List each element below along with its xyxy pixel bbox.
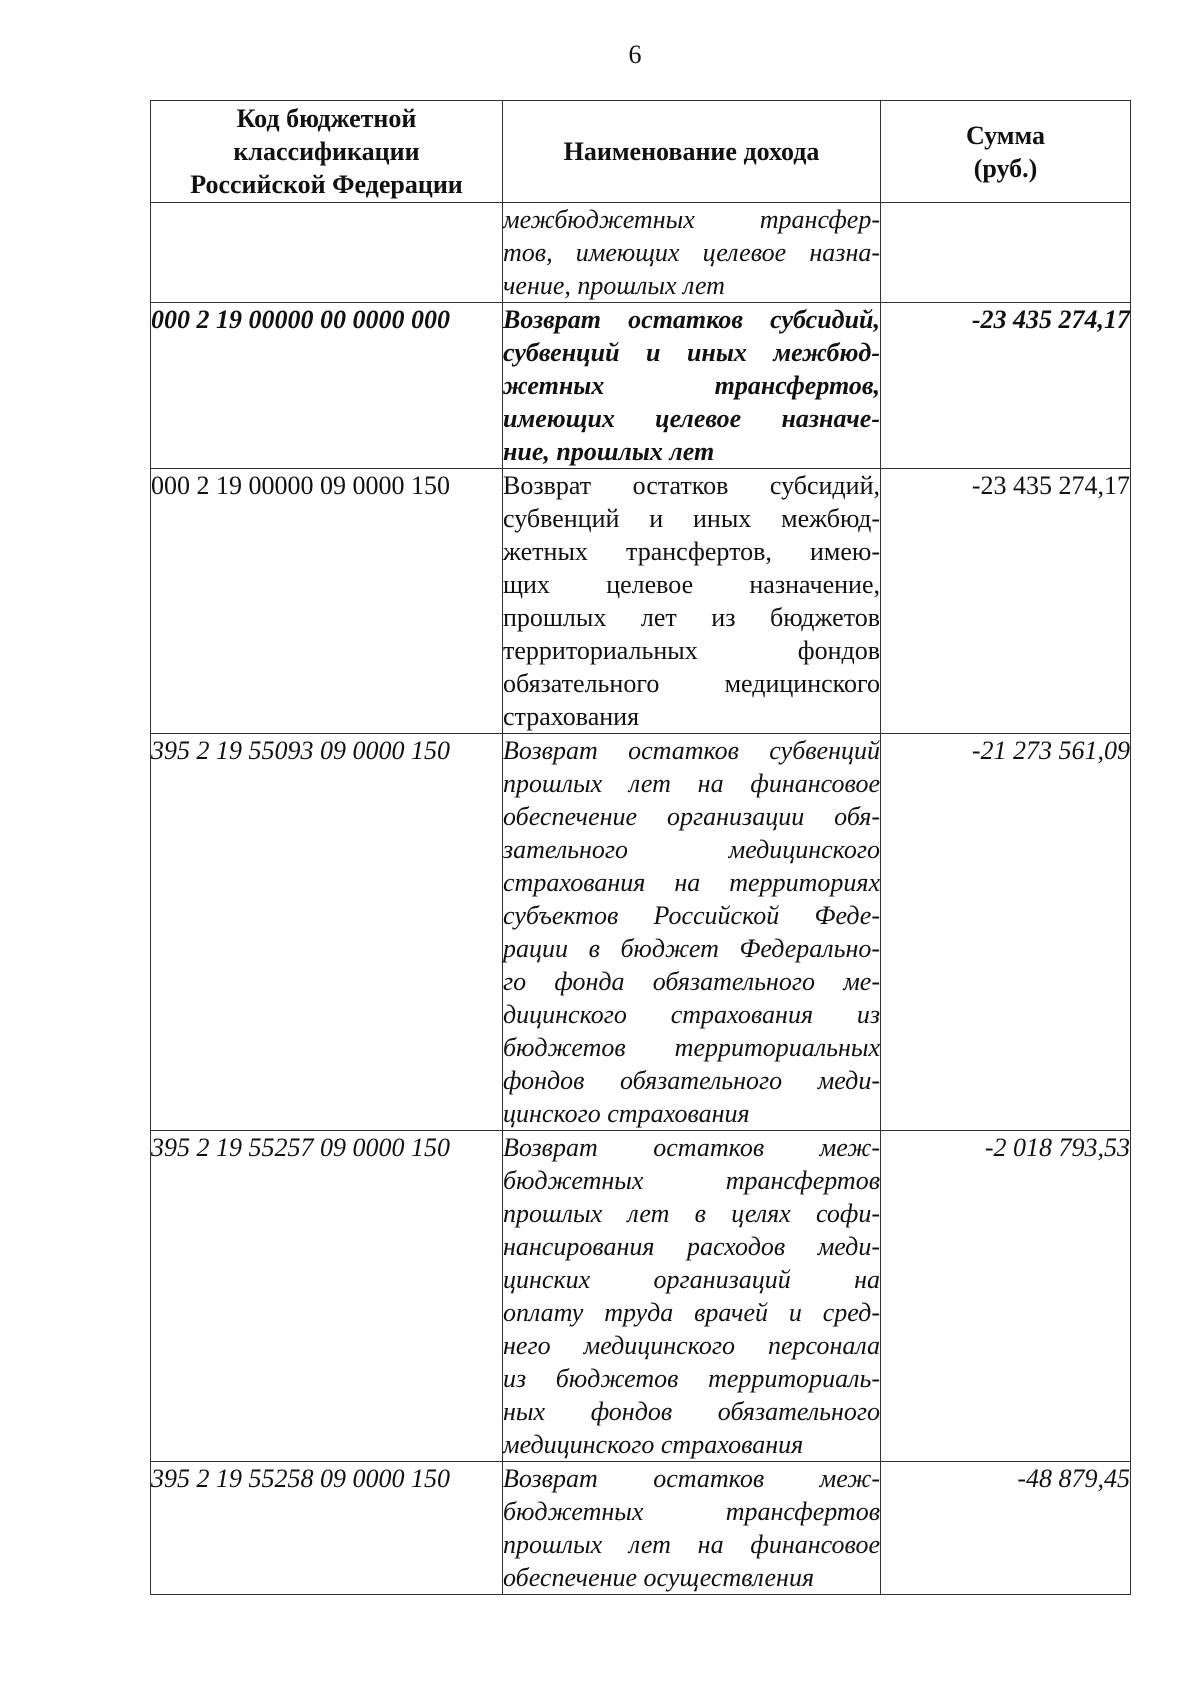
revenue-name-line: жетных трансфертов, имею- <box>503 537 880 566</box>
revenue-name-line: страхования на территориях <box>503 868 880 897</box>
header-name: Наименование дохода <box>503 101 881 203</box>
budget-code-cell: 395 2 19 55093 09 0000 150 <box>151 734 503 1131</box>
revenue-name-line: обеспечение осуществления <box>503 1563 815 1592</box>
revenue-name-line: жетных трансфертов, <box>503 371 880 400</box>
revenue-name-line: субвенций и иных межбюд- <box>503 504 880 533</box>
header-code-line: классификации <box>233 137 420 166</box>
revenue-name-cell <box>503 1462 881 1595</box>
table-row <box>151 1462 1131 1595</box>
table-row <box>151 469 1131 734</box>
revenue-name-line: цинских организаций на <box>503 1265 880 1294</box>
budget-code-cell: 395 2 19 55258 09 0000 150 <box>151 1462 503 1595</box>
budget-code-cell <box>151 203 503 303</box>
revenue-name-line: из бюджетов территориаль- <box>503 1364 880 1393</box>
table-row <box>151 734 1131 1131</box>
revenue-name-line: него медицинского персонала <box>503 1331 880 1360</box>
revenue-name-line: страхования <box>503 702 640 731</box>
revenue-name-line: Возврат остатков меж- <box>503 1464 880 1493</box>
revenue-name-line: нансирования расходов меди- <box>503 1232 880 1261</box>
table-row <box>151 1131 1131 1462</box>
header-sum-line: Сумма <box>965 120 1046 150</box>
revenue-name-line: фондов обязательного меди- <box>503 1066 880 1095</box>
revenue-name-line: медицинского страхования <box>503 1430 804 1459</box>
revenue-name-line: прошлых лет на финансовое <box>503 1530 880 1559</box>
amount-cell: -48 879,45 <box>881 1462 1131 1595</box>
header-code-line: Российской Федерации <box>190 170 463 199</box>
revenue-name-line: бюджетов территориальных <box>503 1033 880 1062</box>
budget-code-cell: 000 2 19 00000 09 0000 150 <box>151 469 503 734</box>
table-header-row <box>151 101 1131 203</box>
revenue-name-line: имеющих целевое назначе- <box>503 404 880 433</box>
revenue-name-line: обязательного медицинского <box>503 669 880 698</box>
header-code-line: Код бюджетной <box>236 104 417 133</box>
revenue-name-cell <box>503 469 881 734</box>
revenue-name-line: межбюджетных трансфер- <box>503 205 880 234</box>
revenue-name-cell <box>503 203 881 303</box>
revenue-name-line: ние, прошлых лет <box>503 437 715 466</box>
revenue-name-line: Возврат остатков меж- <box>503 1133 880 1162</box>
revenue-name-line: субвенций и иных межбюд- <box>503 338 880 367</box>
revenue-name-line: дицинского страхования из <box>503 1000 880 1029</box>
revenue-name-line: прошлых лет на финансовое <box>503 769 880 798</box>
revenue-name-line: Возврат остатков субсидий, <box>503 305 880 334</box>
revenue-name-line: обеспечение организации обя- <box>503 802 880 831</box>
revenue-table <box>150 100 1131 1595</box>
revenue-name-cell <box>503 303 881 469</box>
amount-cell: -21 273 561,09 <box>881 734 1131 1131</box>
amount-cell: -2 018 793,53 <box>881 1131 1131 1462</box>
amount-cell: -23 435 274,17 <box>881 303 1131 469</box>
revenue-name-line: чение, прошлых лет <box>503 271 725 300</box>
revenue-name-line: Возврат остатков субвенций <box>503 736 880 765</box>
revenue-name-line: бюджетных трансфертов <box>503 1497 880 1526</box>
budget-code-cell: 000 2 19 00000 00 0000 000 <box>151 303 503 469</box>
revenue-name-line: прошлых лет из бюджетов <box>503 603 880 632</box>
header-sum-line: (руб.) <box>973 153 1038 183</box>
revenue-name-line: цинского страхования <box>503 1099 750 1128</box>
revenue-name-line: бюджетных трансфертов <box>503 1166 880 1195</box>
revenue-name-line: субъектов Российской Феде- <box>503 901 880 930</box>
revenue-name-cell <box>503 734 881 1131</box>
header-code <box>151 101 503 203</box>
table-row <box>151 303 1131 469</box>
revenue-name-line: Возврат остатков субсидий, <box>503 471 880 500</box>
amount-cell <box>881 203 1131 303</box>
table-row <box>151 203 1131 303</box>
revenue-name-line: тов, имеющих целевое назна- <box>503 238 880 267</box>
revenue-name-line: щих целевое назначение, <box>503 570 880 599</box>
revenue-name-line: оплату труда врачей и сред- <box>503 1298 880 1327</box>
revenue-name-cell <box>503 1131 881 1462</box>
revenue-name-line: территориальных фондов <box>503 636 880 665</box>
amount-cell: -23 435 274,17 <box>881 469 1131 734</box>
revenue-name-line: го фонда обязательного ме- <box>503 967 880 996</box>
page-number: 6 <box>628 40 642 69</box>
revenue-name-line: рации в бюджет Федерально- <box>503 934 880 963</box>
revenue-name-line: прошлых лет в целях софи- <box>503 1199 880 1228</box>
revenue-name-line: ных фондов обязательного <box>503 1397 880 1426</box>
revenue-name-line: зательного медицинского <box>503 835 880 864</box>
budget-code-cell: 395 2 19 55257 09 0000 150 <box>151 1131 503 1462</box>
header-sum <box>881 101 1131 203</box>
